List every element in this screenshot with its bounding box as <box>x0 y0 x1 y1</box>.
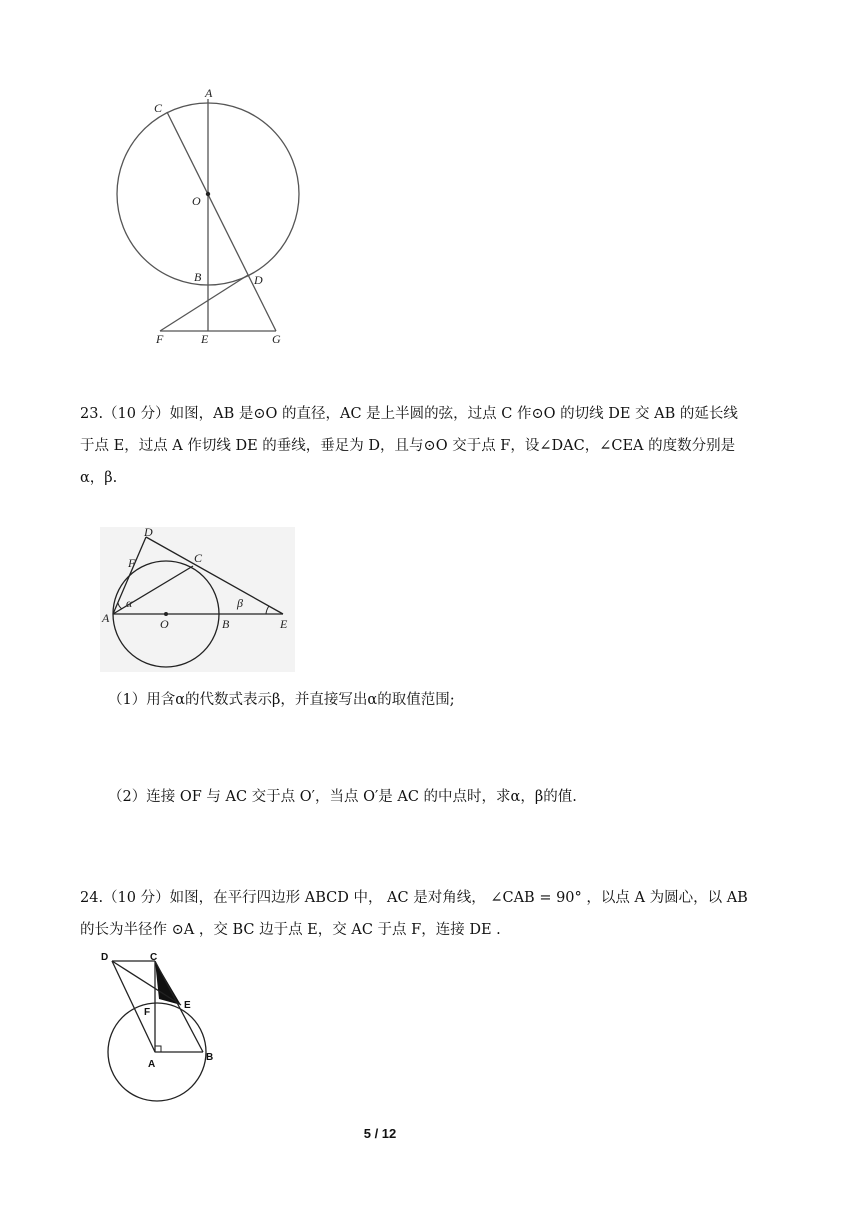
label-a: A <box>205 86 213 100</box>
label-f: F <box>144 1007 151 1018</box>
q24-line-2: 的长为半径作 ⊙A ，交 BC 边于点 E，交 AC 于点 F，连接 DE . <box>80 922 501 938</box>
figure-circle-tangent <box>100 85 320 355</box>
q23-part-2: （2）连接 OF 与 AC 交于点 O′，当点 O′是 AC 的中点时，求α，β的值. <box>108 789 577 805</box>
label-b: B <box>194 270 202 284</box>
q24-line-1: 24.（10 分）如图，在平行四边形 ABCD 中， AC 是对角线， ∠CAB = 90° ，以点 A 为圆心，以 AB <box>80 890 748 906</box>
label-d: D <box>101 952 109 963</box>
label-a: A <box>148 1059 156 1070</box>
label-e: E <box>201 332 209 346</box>
center-point-o <box>206 192 210 196</box>
label-c: C <box>154 101 163 115</box>
right-angle-mark <box>155 1046 161 1052</box>
center-point-o <box>164 612 168 616</box>
label-b: B <box>206 1052 214 1063</box>
label-e: E <box>280 617 288 631</box>
label-g: G <box>272 332 281 346</box>
q23-line-2: 于点 E，过点 A 作切线 DE 的垂线，垂足为 D，且与⊙O 交于点 F，设∠DAC，∠CEA 的度数分别是 <box>80 438 736 454</box>
page-number: 5 / 12 <box>363 1126 397 1141</box>
q23-line-1: 23.（10 分）如图，AB 是⊙O 的直径，AC 是上半圆的弦，过点 C 作⊙O 的切线 DE 交 AB 的延长线 <box>80 406 738 422</box>
label-beta: β <box>237 596 243 610</box>
figure-q24 <box>98 950 223 1102</box>
label-o: O <box>192 194 201 208</box>
line-cb <box>155 961 203 1052</box>
line-cg <box>167 112 276 331</box>
label-o: O <box>160 617 169 631</box>
label-a: A <box>102 611 110 625</box>
label-d: D <box>144 527 153 539</box>
label-c: C <box>194 551 203 565</box>
label-f: F <box>128 556 136 570</box>
label-e: E <box>184 1000 191 1011</box>
figure-q23 <box>100 527 295 672</box>
label-b: B <box>222 617 230 631</box>
label-alpha: α <box>126 596 133 610</box>
label-f: F <box>156 332 164 346</box>
q23-part-1: （1）用含α的代数式表示β，并直接写出α的取值范围; <box>108 692 455 708</box>
label-c: C <box>150 952 158 963</box>
line-fd <box>160 275 248 331</box>
label-d: D <box>254 273 263 287</box>
q23-line-3: α，β. <box>80 470 118 486</box>
